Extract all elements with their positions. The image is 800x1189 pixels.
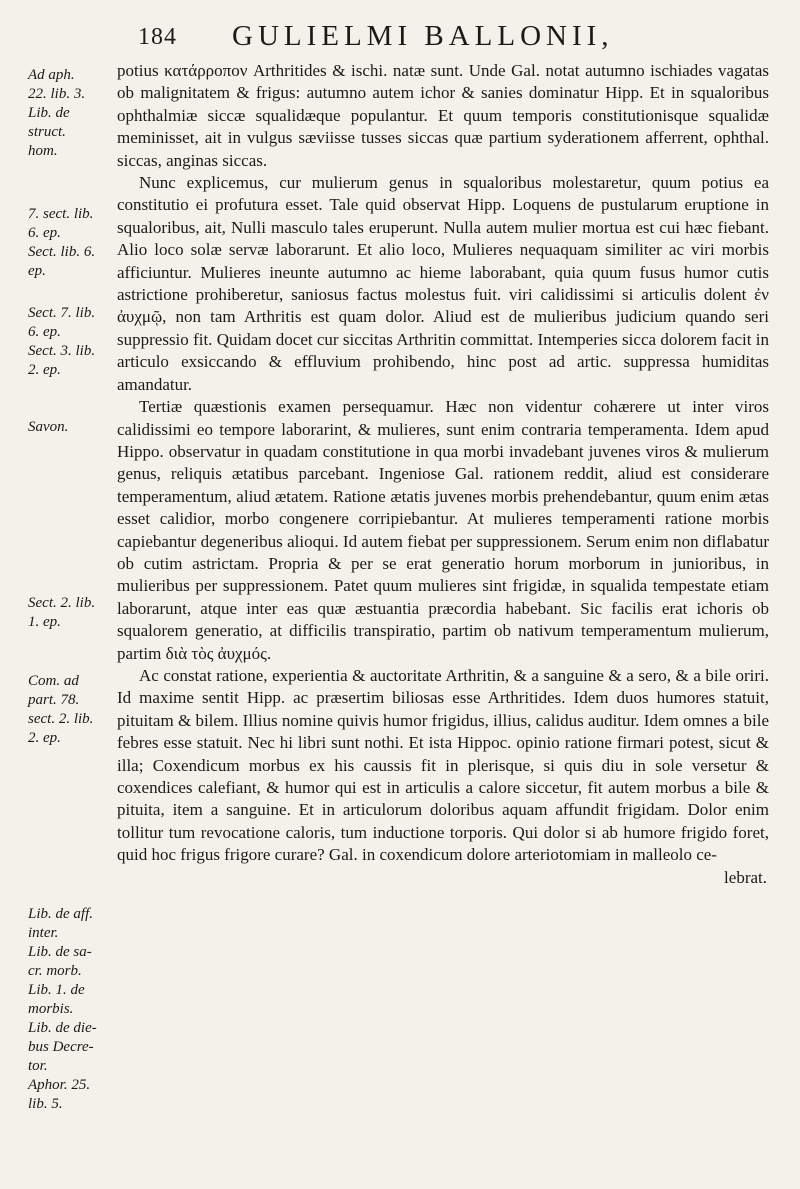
running-title: GULIELMI BALLONII, [232,20,614,52]
margin-note: Lib. de aff. inter. Lib. de sa- cr. morb. Lib. 1. de morbis. Lib. de die- bus Decre- tor. Aphor. 25. lib. 5. [28,906,97,1112]
paragraph: Nunc explicemus, cur mulierum genus in squaloribus molestaretur, quum potius ea constitutio ei profutura esset. Tale quid observat Hipp. Loquens de pustularum eruptione in squaloribus, ait, Nulli masculo tales eruperunt. Nulla autem mulier mortua est cui hæc fiebant. Alio loco solæ servæ laborarunt. Et alio loco, Mulieres nequaquam similiter ac viri morbis afficiuntur. Mulieres ineunte autumno ac hieme laborabant, quia quum fusus humor cutis astrictione prohiberetur, saniosus factus molestus fuit. viri calidissimi si articulis dolent ἐν ἀυχμῷ, non tam Arthritis est quam dolor. Aliud est de mulieribus judicium quando seri suppressio fit. Quidam docet cur siccitas Arthritin committat. Intemperies sicca dolorem facit in articulo exsiccando & effluvium prohibendo, hinc post ad artic. suppressa humiditas amandatur. [117,173,769,394]
margin-note: Savon. [28,419,69,435]
margin-note: Sect. 7. lib. 6. ep. Sect. 3. lib. 2. ep. [28,305,96,378]
paragraph: Tertiæ quæstionis examen persequamur. Hæc non videntur cohærere ut inter viros calidissimi eo tempore laborarint, & mulieres, sunt enim contraria temperamenta. Idem apud Hippo. observatur in quadam constitutione in qua morbi invadebant juvenes viros & mulierum genus, reliquis ætatibus parcebant. Ingeniose Gal. rationem reddit, aliud est considerare temperamentum, aliud ætatem. Ratione ætatis juvenes morbis prehendebantur, quum enim ætas esset calidior, morbo congenere corripiebantur. At mulieres temperamenti ratione morbis capiebantur degeneribus alioqui. Id autem fiebat per suppressionem. Serum enim non diflabatur ob cutim astrictam. Propria & per se erat generatio horum morborum in junioribus, in mulieribus per suppressionem. Patet quum mulieres sint frigidæ, in squalida tempestate etiam laborarunt, atque inter eas quæ æstuantia præcordia habebant. Sic facilis erat ichoris ob squalorem generatio, at difficilis transpiratio, partim ob nativum temperamentum mulierum, partim διὰ τὸς ἀυχμός. [117,397,769,663]
paragraph: lebrat. [724,867,767,887]
margin-note: Com. ad part. 78. sect. 2. lib. 2. ep. [28,673,94,746]
margin-note: Ad aph. 22. lib. 3. Lib. de struct. hom. [28,67,86,159]
body-text [117,60,769,889]
page-number: 184 [138,24,177,50]
paragraph: Ac constat ratione, experientia & auctoritate Arthritin, & a sanguine & a sero, & a bile oriri. Id maxime sentit Hipp. ac præsertim biliosas esse Arthritides. Idem duos humores statuit, pituitam & bilem. Illius nomine quivis humor frigidus, illius, calidus auditur. Idem omnes a bile febres esse statuit. Nec hi libri sunt nothi. Et ista Hippoc. opinio ratione firmari potest, sicut & illa; Coxendicum morbus ex his caussis fit in plerisque, si quis diu in sole versetur & coxendices calefiant, & humor qui est in articulis a calore siccetur, fit autem morbus a bile & pituita, item a sanguine. Et in articulorum doloribus aquam affundit frigidam. Dolor enim tollitur tum revocatione caloris, tum inductione torporis. Qui dolor si ab humore frigido foret, quid hoc frigus frigore curare? Gal. in coxendicum dolore arteriotomiam in malleolo ce- [117,665,769,865]
page-header [124,18,764,54]
paragraph: potius κατάρροπον Arthritides & ischi. natæ sunt. Unde Gal. notat autumno ischiades vagatas ob malignitatem & frigus: autumno autem ichor & sanies dominatur Hipp. Et in squaloribus ophthalmiæ siccæ squalidæque populantur. Et quum temporis constitutionisque squalidæ meminisset, ait in vulgus sæviisse tusses siccas quæ partium syderationem afferrent, ophthal. siccas, anginas siccas. [117,61,769,170]
margin-note: 7. sect. lib. 6. ep. Sect. lib. 6. ep. [28,206,96,279]
margin-note: Sect. 2. lib. 1. ep. [28,595,96,630]
